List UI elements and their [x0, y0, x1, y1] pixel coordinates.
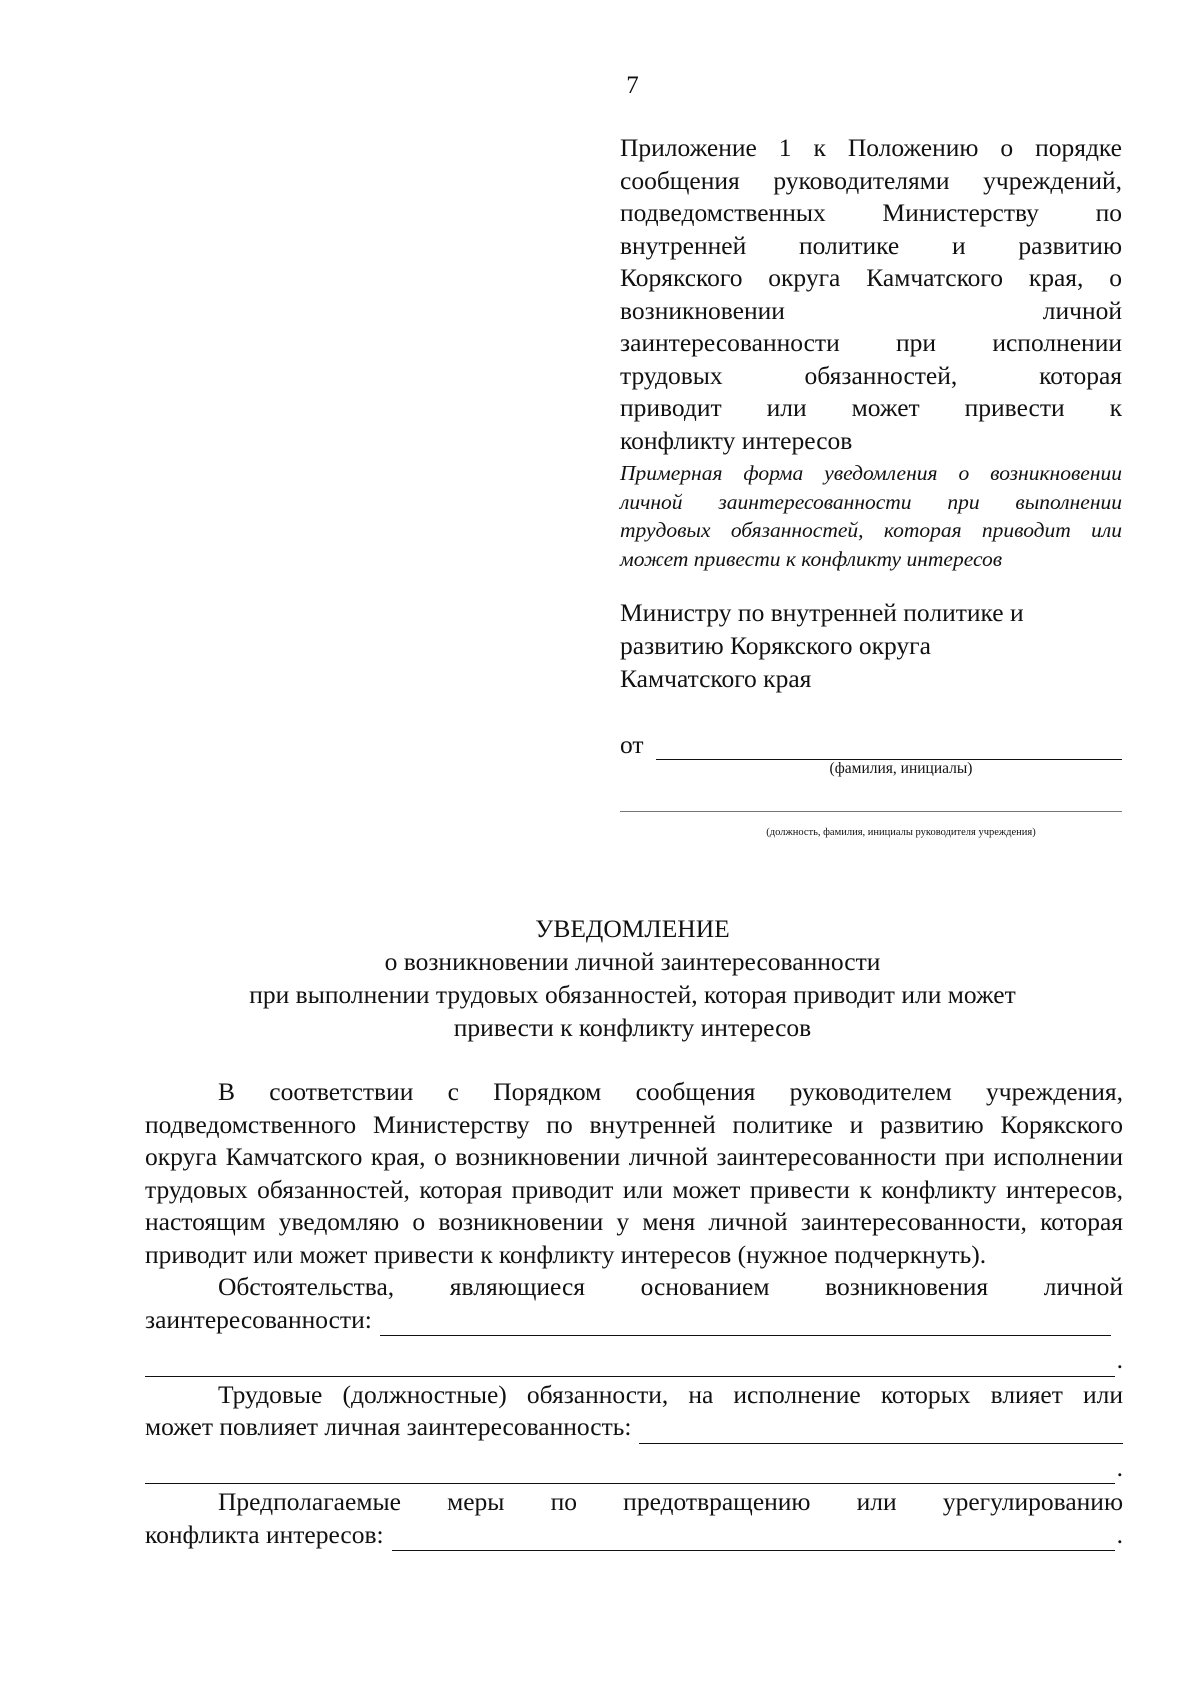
- appendix-title-line: трудовых обязанностей, которая: [620, 360, 1122, 390]
- appendix-title-last-line: конфликту интересов: [620, 425, 853, 455]
- circumstances-row-2: [145, 1344, 1123, 1377]
- notice-heading: [140, 912, 1125, 1044]
- circumstances-intro: Обстоятельства, являющиеся основанием возникновения личной: [218, 1272, 1123, 1301]
- notice-body: [145, 1076, 1123, 1551]
- circumstances-field-2[interactable]: [145, 1352, 1115, 1377]
- position-field[interactable]: [620, 811, 1122, 812]
- end-mark: .: [1116, 1452, 1123, 1482]
- notice-subtitle: о возникновении личной заинтересованности: [384, 947, 881, 976]
- appendix-title-line: подведомственных Министерству по: [620, 198, 1122, 227]
- duties-intro: Трудовые (должностные) обязанности, на исполнение которых влияет или: [218, 1379, 1123, 1409]
- duties-row-2: [145, 1452, 1123, 1485]
- circumstances-label: заинтересованности:: [145, 1304, 372, 1334]
- position-caption: (должность, фамилия, инициалы руководителя учреждения): [766, 827, 1036, 838]
- end-mark: .: [1116, 1519, 1123, 1549]
- from-row: [620, 730, 1122, 760]
- appendix-title-line: внутренней политике и развитию: [620, 230, 1122, 260]
- from-name-field[interactable]: [656, 737, 1122, 760]
- notice-title: УВЕДОМЛЕНИЕ: [535, 914, 730, 943]
- addressee-line: Министру по внутренней политике и: [620, 598, 1024, 627]
- appendix-title-line: Корякского округа Камчатского края, о: [620, 263, 1122, 292]
- duties-field-2[interactable]: [145, 1459, 1115, 1484]
- form-note: Примерная форма уведомления о возникновении личной заинтересованности при выполнении трудовых обязанностей, которая приводит или может привести к конфликту интересов: [620, 461, 1122, 571]
- circumstances-field[interactable]: [380, 1311, 1111, 1336]
- notice-paragraph: В соответствии с Порядком сообщения руководителем учреждения, подведомственного Министерству по внутренней политике и развитию Корякского округа Камчатского края, о возникновении личной заинтересованности при исполнении трудовых обязанностей, которая приводит или может привести к конфликту интересов, настоящим уведомляю о возникновении у меня личной заинтересованности, которая приводит или может привести к конфликту интересов (нужное подчеркнуть).: [145, 1077, 1123, 1269]
- page-number: 7: [626, 72, 639, 99]
- measures-row: [145, 1519, 1123, 1552]
- name-caption: (фамилия, инициалы): [829, 760, 973, 777]
- measures-intro: Предполагаемые меры по предотвращению или урегулированию: [218, 1487, 1123, 1516]
- measures-label: конфликта интересов:: [145, 1519, 384, 1549]
- addressee-line: Камчатского края: [620, 664, 812, 693]
- appendix-title-line: приводит или может привести к: [620, 393, 1122, 422]
- appendix-title-line: Приложение 1 к Положению о порядке: [620, 133, 1122, 162]
- from-label: от: [620, 730, 644, 759]
- end-mark: .: [1116, 1345, 1123, 1374]
- appendix-title: [620, 132, 1122, 457]
- duties-label: может повлияет личная заинтересованность:: [145, 1412, 632, 1441]
- notice-subtitle: привести к конфликту интересов: [453, 1013, 812, 1042]
- addressee-block: [620, 596, 1122, 695]
- appendix-title-line: возникновении личной: [620, 295, 1122, 325]
- appendix-title-line: заинтересованности при исполнении: [620, 328, 1122, 357]
- duties-row: [145, 1411, 1123, 1444]
- appendix-title-line: сообщения руководителями учреждений,: [620, 165, 1122, 195]
- measures-field[interactable]: [392, 1526, 1115, 1551]
- addressee-line: развитию Корякского округа: [620, 631, 931, 660]
- appendix-header: [620, 132, 1122, 573]
- circumstances-row: [145, 1304, 1123, 1337]
- duties-field[interactable]: [639, 1419, 1123, 1444]
- notice-subtitle: при выполнении трудовых обязанностей, которая приводит или может: [249, 980, 1016, 1009]
